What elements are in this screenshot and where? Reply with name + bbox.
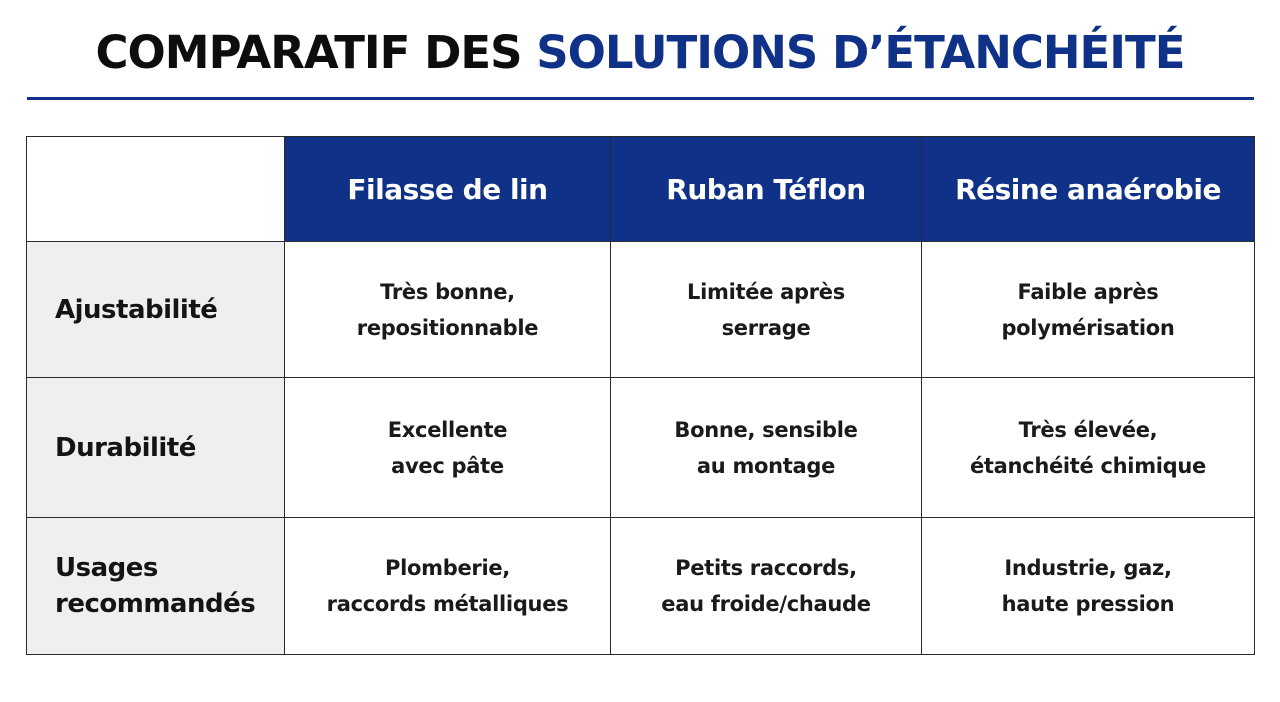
title-part-accent: SOLUTIONS D’ÉTANCHÉITÉ	[536, 26, 1185, 79]
column-header-teflon: Ruban Téflon	[611, 137, 922, 242]
cell-line: Limitée après	[687, 279, 845, 304]
table-cell	[611, 518, 922, 655]
row-label-durabilite	[27, 378, 285, 518]
table-cell	[611, 242, 922, 378]
cell-line: raccords métalliques	[326, 592, 569, 616]
cell-line: Excellente	[387, 417, 508, 442]
cell-line: avec pâte	[391, 453, 504, 478]
table-cell	[285, 518, 611, 655]
cell-line: Faible après	[1017, 279, 1159, 304]
cell-line: Petits raccords,	[675, 556, 857, 580]
table-cell	[922, 242, 1255, 378]
table-cell	[285, 242, 611, 378]
table-row	[27, 518, 1255, 655]
table-corner-cell	[27, 137, 285, 242]
table-cell	[922, 378, 1255, 518]
cell-line: polymérisation	[1001, 315, 1175, 340]
cell-line: eau froide/chaude	[661, 592, 871, 616]
cell-line: Très bonne,	[380, 279, 515, 304]
cell-line: Industrie, gaz,	[1004, 556, 1172, 580]
table-row	[27, 378, 1255, 518]
row-label-ajustabilite	[27, 242, 285, 378]
table-cell	[922, 518, 1255, 655]
cell-line: au montage	[696, 453, 836, 478]
row-label-usages	[27, 518, 285, 655]
cell-line: repositionnable	[356, 315, 539, 340]
cell-line: étanchéité chimique	[969, 453, 1207, 478]
row-label-line: Ajustabilité	[55, 294, 218, 325]
row-label-line: Usages	[55, 553, 158, 583]
row-label-line: recommandés	[55, 589, 256, 619]
table-header-row	[27, 137, 1255, 242]
cell-line: Bonne, sensible	[674, 417, 858, 442]
comparison-table	[26, 136, 1255, 655]
cell-line: serrage	[721, 315, 811, 340]
table-cell	[611, 378, 922, 518]
row-label-line: Durabilité	[55, 432, 196, 463]
cell-line: haute pression	[1001, 592, 1175, 616]
page-title	[0, 18, 1280, 88]
column-header-filasse: Filasse de lin	[285, 137, 611, 242]
table-row	[27, 242, 1255, 378]
cell-line: Plomberie,	[385, 556, 510, 580]
title-underline	[27, 97, 1254, 100]
cell-line: Très élevée,	[1018, 417, 1158, 442]
title-part-black: COMPARATIF DES	[95, 26, 537, 79]
column-header-resine: Résine anaérobie	[922, 137, 1255, 242]
table-cell	[285, 378, 611, 518]
